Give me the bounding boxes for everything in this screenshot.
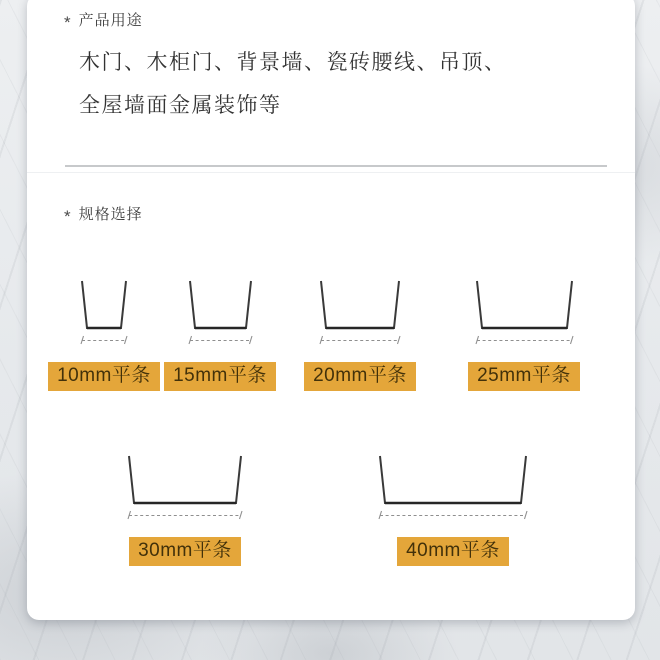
channel-profile-diagram [314, 280, 406, 346]
channel-profile-diagram [183, 280, 258, 346]
section-divider [65, 165, 607, 167]
spec-option-label: 20mm平条 [304, 362, 416, 391]
usage-line-1: 木门、木柜门、背景墙、瓷砖腰线、吊顶、 [79, 51, 507, 74]
star-bullet-icon: * [64, 12, 71, 32]
spec-option-40mm [363, 455, 543, 566]
spec-section-title [64, 203, 143, 224]
usage-title-text: 产品用途 [78, 12, 143, 29]
spec-option-label: 15mm平条 [164, 362, 276, 391]
channel-profile-diagram [470, 280, 579, 346]
channel-profile-diagram [75, 280, 133, 346]
spec-option-30mm [95, 455, 275, 566]
spec-option-label: 25mm平条 [468, 362, 580, 391]
channel-profile-diagram [373, 455, 533, 521]
channel-profile-diagram [122, 455, 248, 521]
image-seam-line [27, 172, 635, 173]
spec-option-label: 30mm平条 [129, 537, 241, 566]
star-bullet-icon: * [64, 206, 71, 226]
usage-line-2: 全屋墙面金属装饰等 [79, 94, 282, 117]
usage-description [79, 41, 579, 127]
spec-option-20mm [270, 280, 450, 391]
spec-option-25mm [434, 280, 614, 391]
spec-title-text: 规格选择 [78, 206, 143, 223]
spec-option-label: 40mm平条 [397, 537, 509, 566]
spec-option-label: 10mm平条 [48, 362, 160, 391]
usage-section-title [64, 9, 143, 30]
